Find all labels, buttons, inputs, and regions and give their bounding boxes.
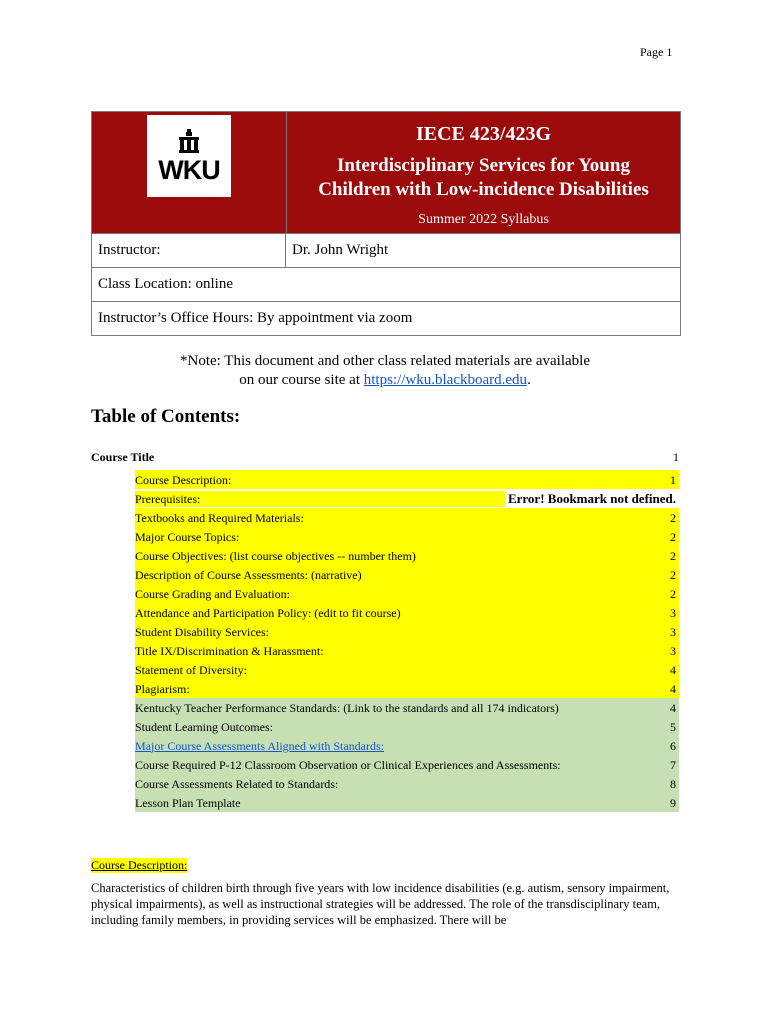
toc-entry-page: 2 <box>667 529 679 545</box>
toc-entry-page: 4 <box>667 662 679 678</box>
toc-entry-course-title[interactable] <box>91 450 679 465</box>
course-title-line2: Children with Low-incidence Disabilities <box>318 179 649 200</box>
toc-entry-label: Course Assessments Related to Standards: <box>135 776 339 791</box>
toc-entry[interactable] <box>135 755 679 774</box>
course-code: IECE 423/423G <box>415 123 552 145</box>
note-line2 <box>91 371 679 390</box>
toc-entry[interactable] <box>135 584 679 603</box>
wku-cupola-icon <box>178 129 200 153</box>
toc-entry[interactable] <box>135 565 679 584</box>
course-header-table <box>91 111 681 336</box>
toc-entry-label: Prerequisites: <box>135 491 505 507</box>
toc-entry[interactable] <box>135 774 679 793</box>
toc-entry-page: 2 <box>667 548 679 564</box>
toc-entry-page: 3 <box>667 605 679 621</box>
term-label: Summer 2022 Syllabus <box>418 212 549 227</box>
toc-entry-label: Course Grading and Evaluation: <box>135 586 290 601</box>
toc-entry-page: 2 <box>667 586 679 602</box>
toc-entry-page: 3 <box>667 624 679 640</box>
toc-entry-page: 8 <box>667 776 679 792</box>
instructor-name: Dr. John Wright <box>292 242 389 258</box>
toc-entry-page: 1 <box>667 472 679 488</box>
instructor-label: Instructor: <box>92 234 286 267</box>
toc-entry-page: 3 <box>667 643 679 659</box>
toc-entry[interactable] <box>135 679 679 698</box>
toc-list <box>135 470 679 812</box>
toc-entry[interactable] <box>135 603 679 622</box>
logo-cell <box>92 112 287 233</box>
note-prefix: on our course site at <box>239 372 364 388</box>
course-title-line1: Interdisciplinary Services for Young <box>337 155 630 176</box>
toc-entry[interactable] <box>135 736 679 755</box>
toc-entry[interactable] <box>135 489 679 508</box>
wku-logo <box>147 115 231 197</box>
note-line1: *Note: This document and other class related materials are available <box>180 353 590 369</box>
toc-entry[interactable] <box>135 793 679 812</box>
toc-entry-label: Statement of Diversity: <box>135 662 247 677</box>
toc-entry-label: Major Course Topics: <box>135 529 240 544</box>
toc-entry-page: 5 <box>667 719 679 735</box>
header-banner <box>92 112 680 234</box>
toc-entry-label: Kentucky Teacher Performance Standards: (Link to the standards and all 174 indicators) <box>135 700 559 715</box>
toc-entry[interactable] <box>135 660 679 679</box>
toc-entry[interactable] <box>135 717 679 736</box>
toc-entry[interactable] <box>135 698 679 717</box>
toc-entry-label: Course Description: <box>135 472 232 487</box>
toc-entry-label: Course Objectives: (list course objectives -- number them) <box>135 548 416 563</box>
toc-entry-label: Attendance and Participation Policy: (edit to fit course) <box>135 605 401 620</box>
toc-entry-label: Course Title <box>91 450 155 464</box>
toc-entry-page: 2 <box>667 567 679 583</box>
toc-entry[interactable] <box>135 546 679 565</box>
toc-entry[interactable] <box>135 622 679 641</box>
toc-entry-page: 4 <box>667 700 679 716</box>
toc-entry-page: 9 <box>667 795 679 811</box>
logo-text: WKU <box>158 155 220 185</box>
instructor-row <box>92 234 680 268</box>
toc-entry-label: Lesson Plan Template <box>135 795 241 810</box>
class-location-row <box>92 268 680 302</box>
title-cell <box>287 112 680 233</box>
toc-entry[interactable] <box>135 508 679 527</box>
toc-entry-label: Major Course Assessments Aligned with Standards: <box>135 738 384 753</box>
note-suffix: . <box>527 372 531 388</box>
toc-entry-page: 6 <box>667 738 679 754</box>
toc-title: Table of Contents: <box>91 406 241 427</box>
toc-entry-label: Textbooks and Required Materials: <box>135 510 304 525</box>
office-hours: Instructor’s Office Hours: By appointment via zoom <box>98 310 413 326</box>
office-hours-row <box>92 302 680 335</box>
page-number: Page 1 <box>640 45 673 59</box>
toc-entry[interactable] <box>135 641 679 660</box>
blackboard-link[interactable]: https://wku.blackboard.edu <box>363 372 528 388</box>
toc-entry-label: Student Disability Services: <box>135 624 269 639</box>
toc-entry[interactable] <box>135 527 679 546</box>
course-description-body: Characteristics of children birth through five years with low incidence disabilities (e.g. autism, sensory impairment, physical impairments), as well as instructional strategies will be addressed. The role of the transdisciplinary team, including family members, in providing services will be emphasized. There will be <box>91 881 670 927</box>
toc-entry-label: Student Learning Outcomes: <box>135 719 273 734</box>
toc-entry-page: Error! Bookmark not defined. <box>505 491 679 507</box>
toc-entry-page: 2 <box>667 510 679 526</box>
toc-entry[interactable] <box>135 470 679 489</box>
toc-entry-label: Plagiarism: <box>135 681 190 696</box>
toc-entry-page: 4 <box>667 681 679 697</box>
toc-entry-page: 7 <box>667 757 679 773</box>
class-location: Class Location: online <box>98 276 233 292</box>
course-site-note <box>91 352 679 390</box>
course-description-heading: Course Description: <box>91 858 188 872</box>
toc-entry-label: Title IX/Discrimination & Harassment: <box>135 643 324 658</box>
toc-entry-label: Description of Course Assessments: (narrative) <box>135 567 362 582</box>
toc-entry-page: 1 <box>673 450 679 464</box>
toc-entry-label: Course Required P-12 Classroom Observation or Clinical Experiences and Assessments: <box>135 757 561 772</box>
